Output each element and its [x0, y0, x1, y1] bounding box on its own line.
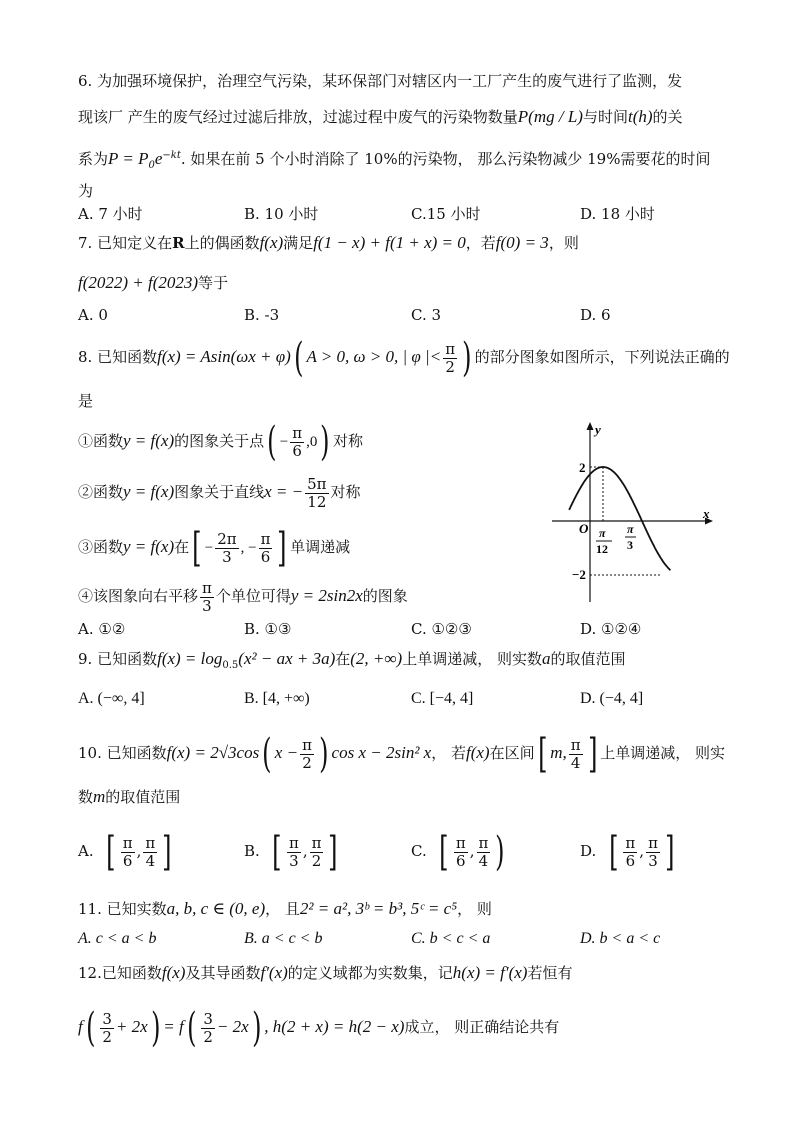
- q11-option-a: A. c < a < b: [78, 930, 157, 947]
- q7-option-d: D. 6: [580, 306, 611, 324]
- q8-frac-pi3: $\frac{\pi}{3}$: [202, 579, 212, 615]
- q6-text: 系为: [78, 150, 109, 168]
- q11-option-c: C. b < c < a: [411, 930, 491, 947]
- q6-line3: [78, 148, 710, 171]
- q7-text: ，则: [548, 234, 579, 252]
- q6-math: e: [154, 149, 163, 168]
- tick-pi12-num: π: [599, 526, 606, 540]
- q11-option-d: D. b < a < c: [580, 930, 661, 947]
- q8-line1: 8. 已知函数f(x) = Asin(ωx + φ)( A > 0, ω > 0, | φ |< $\frac{\pi}{2}$ ) 的部分图象如图所示，下列说法正确的: [78, 335, 730, 381]
- q7-text: ，若: [465, 234, 496, 252]
- q6-text: 的关: [652, 108, 683, 126]
- q6-option-a: A. 7 小时: [78, 205, 143, 223]
- q7-math: f(0) = 3: [495, 233, 549, 252]
- q8-frac-2pi3: $\frac{2\pi}{3}$: [217, 530, 237, 566]
- q10-line1: 10. 已知函数f(x) = 2√3cos( x − $\frac{\pi}{2}$ ) cos x − 2sin² x， 若f(x)在区间[ m, $\frac{\pi}{4}$ ] 上单调递减， 则实: [78, 731, 725, 777]
- q8-option-d: D. ①②④: [580, 620, 642, 638]
- q6-text: 现该厂 产生的废气经过过滤后排放，过滤过程中废气的污染物数量: [78, 108, 518, 126]
- q12-line2: f( $\frac{3}{2}$ + 2x) = f( $\frac{3}{2}$ − 2x) , h(2 + x) = h(2 − x)成立， 则正确结论共有: [78, 1005, 560, 1051]
- q7-option-a: A. 0: [78, 306, 108, 324]
- q10-option-b: B. [ $\frac{\pi}{3}$ , $\frac{\pi}{2}$ ]: [244, 829, 338, 875]
- q9-option-a: A. (−∞, 4]: [78, 690, 145, 707]
- tick-pi3-den: 3: [627, 538, 633, 552]
- q6-line2: [78, 106, 683, 127]
- y-axis-label: y: [595, 422, 601, 437]
- q7-text: 等于: [198, 274, 229, 292]
- q6-option-b: B. 10 小时: [244, 205, 319, 223]
- origin-label: O: [579, 521, 589, 536]
- q8-frac-pi6: $\frac{\pi}{6}$: [260, 530, 271, 566]
- q6-text: . 如果在前 5 个小时消除了 10%的污染物， 那么污染物减少 19%需要花的时间: [180, 150, 711, 168]
- q9-option-c: C. [−4, 4]: [411, 690, 474, 707]
- q6-text: 与时间: [582, 108, 628, 126]
- q7-math: f(x): [259, 233, 284, 252]
- q8-frac-pi2: $\frac{\pi}{2}$: [445, 340, 456, 376]
- q6-line1: 6. 为加强环境保护，治理空气污染，某环保部门对辖区内一工厂产生的废气进行了监测，发: [78, 72, 683, 90]
- q8-statement-2: ②函数y = f(x)图象关于直线x = − $\frac{5\pi}{12}$ 对称: [78, 475, 361, 511]
- q8-math: A > 0, ω > 0, | φ |<: [306, 347, 442, 366]
- q7-line1: [78, 232, 579, 253]
- q6-math-sub: 0: [148, 160, 155, 171]
- sine-graph: [550, 420, 720, 605]
- q8-frac-5pi12: $\frac{5\pi}{12}$: [307, 475, 327, 511]
- sine-curve: [569, 467, 670, 570]
- q7-text: 7. 已知定义在: [78, 234, 173, 252]
- q8-statement-3: ③函数y = f(x)在[ − $\frac{2\pi}{3}$ , − $\frac{\pi}{6}$ ] 单调递减: [78, 525, 351, 571]
- q6-line4: 为: [78, 182, 94, 200]
- q11-option-b: B. a < c < b: [244, 930, 323, 947]
- q8-line2: 是: [78, 392, 94, 410]
- y-axis-arrow: [587, 422, 594, 430]
- q10-frac-pi4: $\frac{\pi}{4}$: [570, 736, 581, 772]
- q7-line2: [78, 272, 228, 293]
- q7-math: f(1 − x) + f(1 + x) = 0: [313, 233, 466, 252]
- q7-text: 上的偶函数: [184, 234, 260, 252]
- q10-frac-pi2: $\frac{\pi}{2}$: [302, 736, 312, 772]
- q9-line1: 9. 已知函数$f(x) = \log_{0.5}(x^2$ − ax + 3a)在(2, +∞)上单调递减， 则实数a的取值范围: [78, 649, 626, 671]
- q11-line1: 11. 已知实数a, b, c ∈ (0, e)， 且2² = a², 3ᵇ = b³, 5ᶜ = c⁵， 则: [78, 899, 492, 918]
- tick-pi3-num: π: [627, 522, 634, 536]
- q6-math-sup: −kt: [162, 150, 181, 161]
- q8-frac-pi6: $\frac{\pi}{6}$: [292, 424, 303, 460]
- q8-option-a: A. ①②: [78, 620, 126, 638]
- tick-pi12-den: 12: [596, 542, 608, 556]
- q6-math: P(mg / L): [517, 107, 583, 126]
- q8-text: 8. 已知函数: [78, 348, 158, 366]
- x-axis-label: x: [703, 506, 710, 521]
- q10-option-c: C. [ $\frac{\pi}{6}$ , $\frac{\pi}{4}$ ): [411, 829, 505, 875]
- q6-option-c: C.15 小时: [411, 205, 481, 223]
- q9-option-d: D. (−4, 4]: [580, 690, 644, 707]
- q8-option-c: C. ①②③: [411, 620, 472, 638]
- q12-line1: 12.已知函数f(x)及其导函数f′(x)的定义域都为实数集，记h(x) = f′(x)若恒有: [78, 963, 573, 982]
- q7-real-set: R: [172, 234, 185, 252]
- q8-math: f(x) = Asin(ωx + φ): [157, 347, 291, 366]
- q10-option-a: A. [ $\frac{\pi}{6}$ , $\frac{\pi}{4}$ ]: [78, 829, 172, 875]
- q7-math: f(2022) + f(2023): [78, 273, 199, 292]
- q7-option-c: C. 3: [411, 306, 442, 324]
- q6-math: t(h): [627, 107, 653, 126]
- q8-statement-4: ④该图象向右平移 $\frac{\pi}{3}$ 个单位可得y = 2sin2x的图象: [78, 579, 408, 615]
- q8-option-b: B. ①③: [244, 620, 292, 638]
- q10-line2: 数m的取值范围: [78, 787, 181, 806]
- y-max-label: 2: [579, 460, 586, 475]
- q10-option-d: D. [ $\frac{\pi}{6}$ , $\frac{\pi}{3}$ ]: [580, 829, 675, 875]
- y-min-label: −2: [572, 567, 586, 582]
- q8-text: 的部分图象如图所示，下列说法正确的: [474, 348, 730, 366]
- q6-option-d: D. 18 小时: [580, 205, 655, 223]
- q6-math: P = P: [108, 149, 149, 168]
- q9-option-b: B. [4, +∞): [244, 690, 310, 707]
- q8-statement-1: ①函数y = f(x)的图象关于点( − $\frac{\pi}{6}$ ,0) 对称: [78, 419, 363, 465]
- q7-option-b: B. -3: [244, 306, 280, 324]
- q7-text: 满足: [283, 234, 314, 252]
